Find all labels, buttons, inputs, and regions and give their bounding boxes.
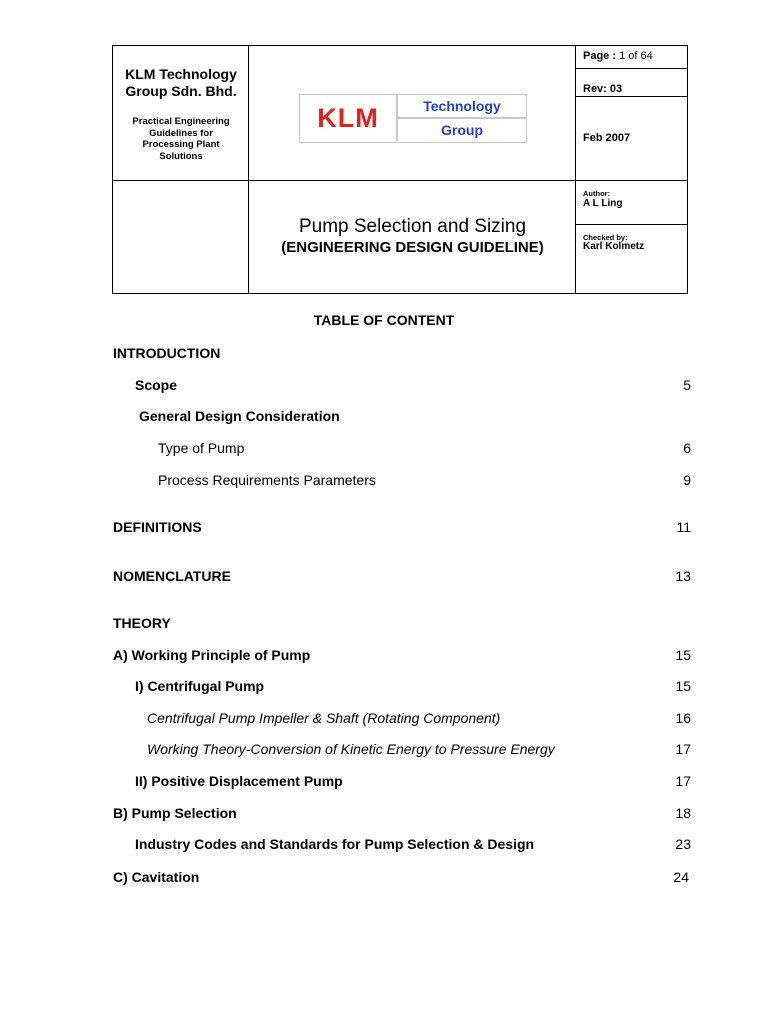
author-name: A L Ling (583, 198, 623, 209)
header-divider (575, 96, 687, 97)
toc-entry-label: THEORY (113, 615, 171, 631)
company-name (113, 66, 249, 100)
company-tagline (113, 116, 249, 162)
toc-entry-label: DEFINITIONS (113, 519, 202, 535)
toc-entry-page: 13 (675, 568, 691, 584)
toc-entry-page: 24 (673, 869, 689, 885)
toc-entry-page: 18 (675, 805, 691, 821)
toc-entry-label: B) Pump Selection (113, 805, 237, 821)
toc-entry-page: 15 (675, 678, 691, 694)
checked-by-label: Checked by: (583, 233, 628, 242)
toc-entry-label: General Design Consideration (139, 408, 340, 424)
tagline-line: Solutions (159, 150, 203, 162)
page-value: 1 of 64 (619, 50, 653, 62)
revision: Rev: 03 (583, 83, 623, 95)
toc-entry (0, 647, 768, 665)
checked-by-name: Karl Kolmetz (583, 241, 645, 252)
header-divider (575, 224, 687, 225)
toc-entry (0, 345, 768, 363)
toc-entry-label: A) Working Principle of Pump (113, 647, 311, 663)
toc-entry-page: 11 (676, 519, 691, 535)
logo-group-text: Group (441, 122, 483, 138)
toc-entry (0, 568, 768, 586)
toc-title: TABLE OF CONTENT (313, 312, 455, 328)
toc-entry (0, 678, 768, 696)
toc-entry-page: 16 (675, 710, 691, 726)
toc-entry (0, 377, 768, 395)
toc-entry-label: NOMENCLATURE (113, 568, 231, 584)
author-label: Author: (583, 189, 611, 198)
toc-entry-label: C) Cavitation (113, 869, 200, 885)
toc-entry-label: II) Positive Displacement Pump (135, 773, 343, 789)
toc-entry-label: Process Requirements Parameters (158, 472, 376, 488)
toc-entry (0, 836, 768, 854)
document-title: Pump Selection and Sizing (298, 216, 527, 237)
toc-entry-page: 17 (675, 773, 691, 789)
document-subtitle: (ENGINEERING DESIGN GUIDELINE) (281, 239, 544, 256)
company-name-line: KLM Technology (125, 66, 237, 82)
toc-entry (0, 741, 768, 759)
document-header (112, 45, 688, 294)
toc-entry-label: Industry Codes and Standards for Pump Selection & Design (135, 836, 535, 852)
toc-entry-page: 17 (675, 741, 691, 757)
company-name-line: Group Sdn. Bhd. (125, 83, 237, 99)
toc-entry (0, 615, 768, 633)
toc-entry (0, 472, 768, 490)
toc-entry (0, 773, 768, 791)
page-label: Page : (583, 50, 617, 62)
toc-entry-page: 15 (675, 647, 691, 663)
toc-entry-label: Working Theory-Conversion of Kinetic Energy to Pressure Energy (147, 741, 555, 757)
toc-entry (0, 869, 768, 887)
klm-logo (299, 94, 527, 143)
issue-date: Feb 2007 (583, 132, 631, 144)
tagline-line: Practical Engineering (132, 116, 230, 127)
logo-technology-text: Technology (423, 98, 501, 114)
logo-klm-text: KLM (317, 103, 379, 133)
toc-entry-page: 5 (683, 377, 691, 393)
toc-entry-page: 9 (683, 472, 691, 488)
toc-entry-label: Scope (135, 377, 178, 393)
toc-entry (0, 710, 768, 728)
toc-entry (0, 519, 768, 537)
tagline-line: Guidelines for (149, 127, 213, 139)
toc-entry-page: 23 (675, 836, 691, 852)
header-divider (113, 180, 687, 181)
tagline-line: Processing Plant (142, 139, 220, 150)
toc-entry (0, 805, 768, 823)
toc-entry-label: Centrifugal Pump Impeller & Shaft (Rotating Component) (147, 710, 501, 726)
page-number (583, 50, 653, 62)
toc-entry-label: Type of Pump (158, 440, 245, 456)
header-divider (575, 68, 687, 69)
toc-entry-label: I) Centrifugal Pump (135, 678, 265, 694)
toc-entry (0, 440, 768, 458)
toc-entry-page: 6 (683, 440, 691, 456)
toc-entry-label: INTRODUCTION (113, 345, 221, 361)
toc-entry (0, 408, 768, 426)
